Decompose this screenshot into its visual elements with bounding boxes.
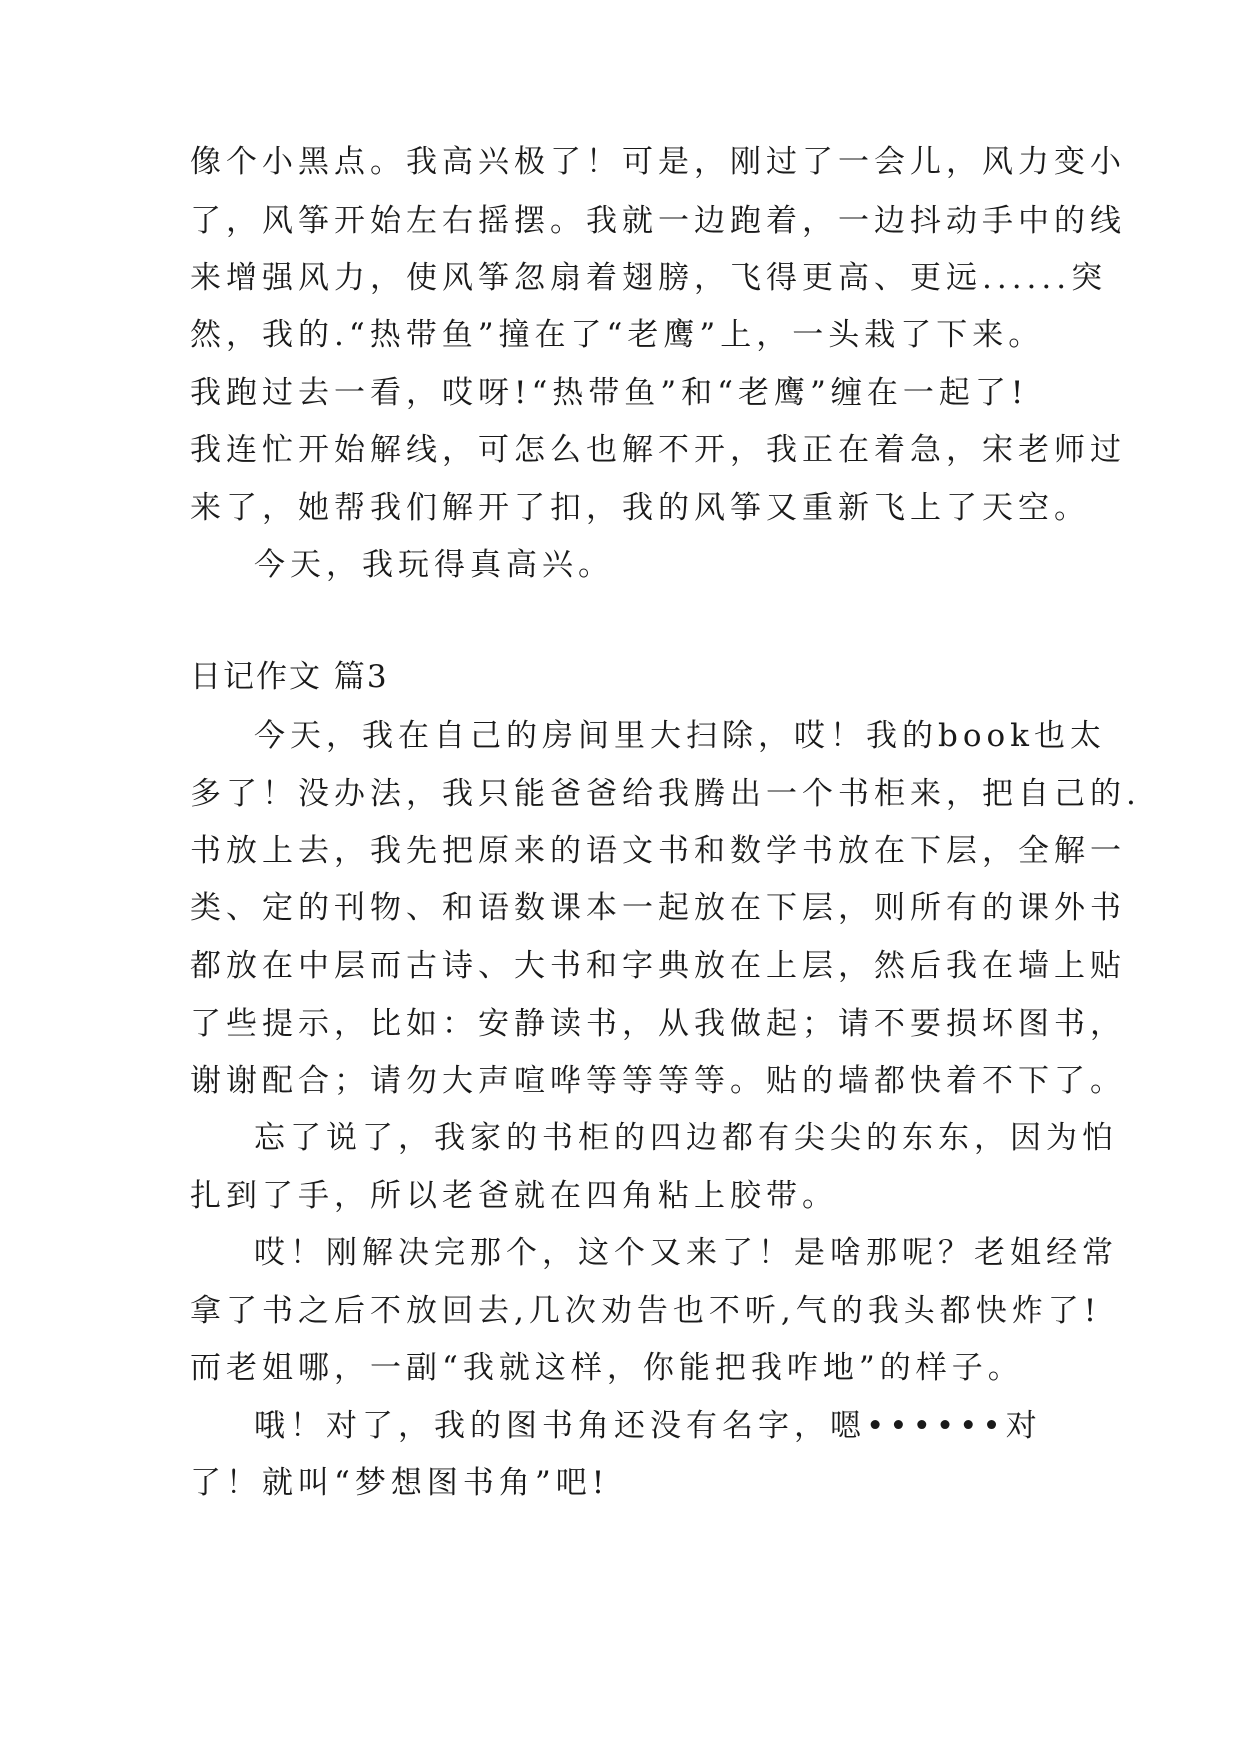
closing-line: 今天，我玩得真高兴。 — [254, 547, 614, 583]
text-line: 我连忙开始解线，可怎么也解不开，我正在着急，宋老师过 — [190, 432, 1126, 468]
paragraph-line: 拿了书之后不放回去,几次劝告也不听,气的我头都快炸了! — [190, 1293, 1102, 1329]
paragraph-line: 今天，我在自己的房间里大扫除，哎！我的book也太 — [254, 718, 1106, 754]
paragraph-line: 而老姐哪，一副“我就这样，你能把我咋地”的样子。 — [190, 1350, 1024, 1386]
paragraph-line: 都放在中层而古诗、大书和字典放在上层，然后我在墙上贴 — [190, 948, 1126, 984]
paragraph-line: 了！就叫“梦想图书角”吧! — [190, 1465, 610, 1501]
text-line: 像个小黑点。我高兴极了！可是，刚过了一会儿，风力变小 — [190, 144, 1126, 180]
text-line: 来增强风力，使风筝忽扇着翅膀，飞得更高、更远......突 — [190, 260, 1108, 296]
text-line: 来了，她帮我们解开了扣，我的风筝又重新飞上了天空。 — [190, 490, 1090, 526]
paragraph-line: 书放上去，我先把原来的语文书和数学书放在下层，全解一 — [190, 833, 1126, 869]
text-line: 了，风筝开始左右摇摆。我就一边跑着，一边抖动手中的线 — [190, 203, 1126, 239]
text-line: 然，我的.“热带鱼”撞在了“老鹰”上，一头栽了下来。 — [190, 317, 1045, 353]
paragraph-line: 哎！刚解决完那个，这个又来了！是啥那呢？老姐经常 — [254, 1235, 1118, 1271]
paragraph-line: 多了！没办法，我只能爸爸给我腾出一个书柜来，把自己的. — [190, 776, 1141, 812]
text-line: 我跑过去一看，哎呀!“热带鱼”和“老鹰”缠在一起了! — [190, 375, 1029, 411]
paragraph-line: 忘了说了，我家的书柜的四边都有尖尖的东东，因为怕 — [254, 1120, 1118, 1156]
paragraph-line: 扎到了手，所以老爸就在四角粘上胶带。 — [190, 1178, 838, 1214]
section-heading: 日记作文 篇3 — [190, 659, 389, 695]
paragraph-line: 谢谢配合；请勿大声喧哗等等等等。贴的墙都快着不下了。 — [190, 1063, 1126, 1099]
paragraph-line: 哦！对了，我的图书角还没有名字，嗯••••••对 — [254, 1408, 1042, 1444]
paragraph-line: 类、定的刊物、和语数课本一起放在下层，则所有的课外书 — [190, 890, 1126, 926]
paragraph-line: 了些提示，比如：安静读书，从我做起；请不要损坏图书， — [190, 1006, 1126, 1042]
